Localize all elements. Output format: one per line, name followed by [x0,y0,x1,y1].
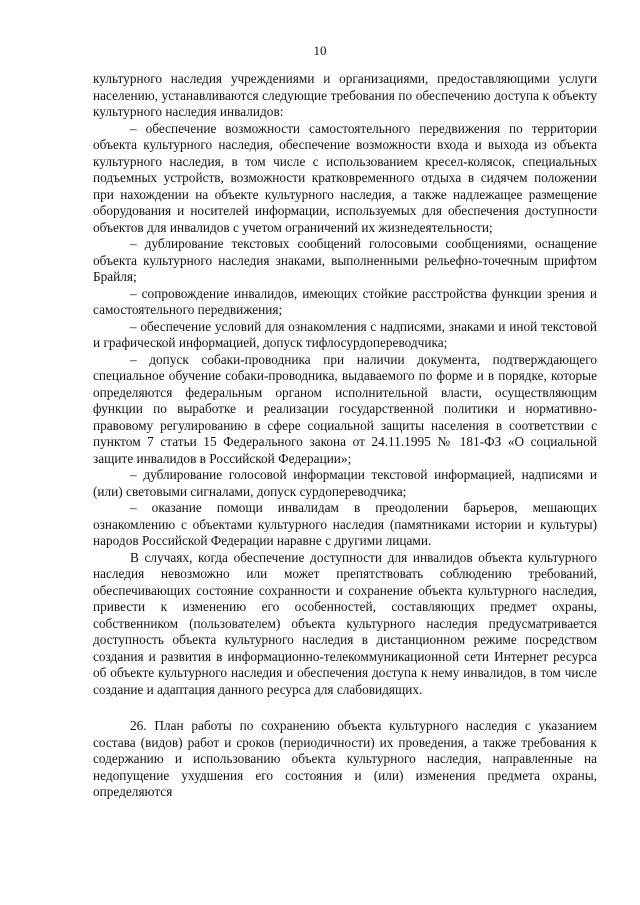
document-body [93,71,597,801]
paragraph: – оказание помощи инвалидам в преодолении барьеров, мешающих ознакомлению с объектами культурного наследия (памятниками истории и культуры) народов Российской Федерации наравне с другими лицами. [93,500,597,548]
page-number: 10 [313,43,327,58]
paragraph: 26. План работы по сохранению объекта культурного наследия с указанием состава (видов) работ и сроков (периодичности) их проведения, а также требования к содержанию и использованию объекта культурного наследия, направленные на недопущение ухудшения его состояния и (или) изменения предмета охраны, определяются [93,718,597,799]
paragraph: – дублирование голосовой информации текстовой информацией, надписями и (или) световыми сигналами, допуск сурдопереводчика; [93,467,597,499]
paragraph: – допуск собаки-проводника при наличии документа, подтверждающего специальное обучение собаки-проводника, выдаваемого по форме и в порядке, которые определяются федеральным органом исполнительной власти, осуществляющим функции по выработке и реализации государственной политики и нормативно-правовому регулированию в сфере социальной защиты населения в соответствии с пунктом 7 статьи 15 Федерального закона от 24.11.1995 № 181-ФЗ «О социальной защите инвалидов в Российской Федерации»; [93,351,597,466]
paragraph: культурного наследия учреждениями и организациями, предоставляющими услуги населению, устанавливаются следующие требования по обеспечению доступа к объекту культурного наследия инвалидов: [93,71,597,119]
paragraph: – дублирование текстовых сообщений голосовыми сообщениями, оснащение объекта культурного наследия знаками, выполненными рельефно-точечным шрифтом Брайля; [93,236,597,284]
paragraph: – обеспечение условий для ознакомления с надписями, знаками и иной текстовой и графической информацией, допуск тифлосурдопереводчика; [93,318,597,350]
paragraph: – сопровождение инвалидов, имеющих стойкие расстройства функции зрения и самостоятельного передвижения; [93,285,597,317]
paragraph: В случаях, когда обеспечение доступности для инвалидов объекта культурного наследия невозможно или может препятствовать соблюдению требований, обеспечивающих состояние сохранности и сохранение объекта культурного наследия, привести к изменению его особенностей, составляющих предмет охраны, собственником (пользователем) объекта культурного наследия предусматривается доступность объекта культурного наследия в дистанционном режиме посредством создания и развития в информационно-телекоммуникационной сети Интернет ресурса об объекте культурного наследия и обеспечения доступа к нему инвалидов, в том числе создание и адаптация данного ресурса для слабовидящих. [93,549,597,697]
paragraph: – обеспечение возможности самостоятельного передвижения по территории объекта культурного наследия, обеспечение возможности входа и выхода из объекта культурного наследия, в том числе с использованием кресел-колясок, специальных подъемных устройств, возможности кратковременного отдыха в сидячем положении при нахождении на объекте культурного наследия, а также надлежащее размещение оборудования и носителей информации, используемых для обеспечения доступности объектов для инвалидов с учетом ограничений их жизнедеятельности; [93,120,597,235]
